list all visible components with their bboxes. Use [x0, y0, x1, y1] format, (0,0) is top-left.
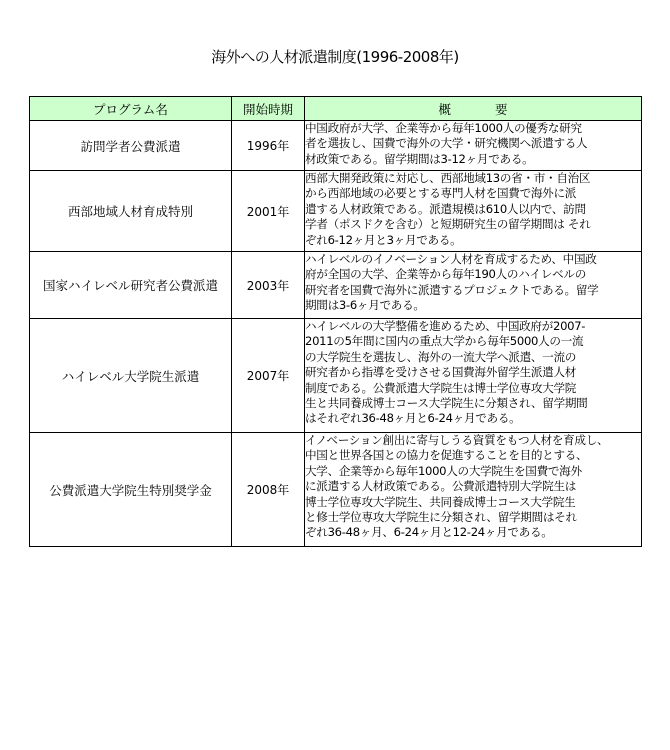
- table-row: [30, 121, 642, 171]
- header-overview-part1: 概: [438, 101, 451, 117]
- program-overview: [305, 121, 642, 171]
- overview-line: と修士学位専攻大学院生に分類され、留学期間はそれ: [305, 510, 577, 525]
- overview-line: 府が全国の大学、企業等から毎年190人のハイレベルの: [305, 267, 586, 282]
- program-name: 訪問学者公費派遣: [30, 121, 232, 171]
- program-name: 公費派遣大学院生特別奨学金: [30, 433, 232, 547]
- overview-line: 生と共同養成博士コース大学院生に分類され、留学期間: [305, 396, 588, 411]
- table-row: [30, 433, 642, 547]
- overview-line: 中国と世界各国との協力を促進することを目的とする、: [305, 448, 588, 463]
- program-overview: [305, 319, 642, 433]
- header-overview: [305, 97, 642, 121]
- overview-line: に派遣する人材政策である。公費派遣特別大学院生は: [305, 479, 577, 494]
- program-overview: [305, 252, 642, 319]
- overview-line: 材政策である。留学期間は3-12ヶ月である。: [305, 151, 534, 166]
- header-start-date: 開始時期: [232, 97, 305, 121]
- table-header-row: [30, 97, 642, 121]
- overview-line: 研究者を国費で海外に派遣するプロジェクトである。留学: [305, 282, 599, 297]
- program-name: 西部地域人材育成特別: [30, 171, 232, 252]
- table-row: [30, 171, 642, 252]
- start-year: 2001年: [232, 171, 305, 252]
- overview-line: 制度である。公費派遣大学院生は博士学位専攻大学院: [305, 380, 577, 395]
- overview-line: 者を選抜し、国費で海外の大学・研究機関へ派遣する人: [305, 136, 588, 151]
- overview-line: イノベーション創出に寄与しうる資質をもつ人材を育成し、: [305, 433, 609, 447]
- page-title: 海外への人材派遣制度(1996-2008年): [211, 48, 459, 66]
- overview-line: 西部大開発政策に対応し、西部地域13の省・市・自治区: [305, 171, 591, 185]
- overview-line: ぞれ36-48ヶ月、6-24ヶ月と12-24ヶ月である。: [305, 525, 553, 540]
- overview-line: 大学、企業等から毎年1000人の大学院生を国費で海外: [305, 463, 582, 478]
- overview-line: から西部地域の必要とする専門人材を国費で海外に派: [305, 186, 577, 201]
- header-overview-part2: 要: [495, 101, 508, 117]
- start-year: 1996年: [232, 121, 305, 171]
- overview-line: 博士学位専攻大学院生、共同養成博士コース大学院生: [305, 494, 576, 509]
- start-year: 2008年: [232, 433, 305, 547]
- overview-line: 学者（ポスドクを含む）と短期研究生の留学期間は それ: [305, 217, 591, 232]
- program-overview: [305, 433, 642, 547]
- start-year: 2007年: [232, 319, 305, 433]
- program-overview: [305, 171, 642, 252]
- overview-line: 中国政府が大学、企業等から毎年1000人の優秀な研究: [305, 121, 582, 135]
- header-program-name: プログラム名: [30, 97, 232, 121]
- program-name: 国家ハイレベル研究者公費派遣: [30, 252, 232, 319]
- overview-line: の大学院生を選抜し、海外の一流大学へ派遣、一流の: [305, 349, 577, 364]
- overview-line: ハイレベルの大学整備を進めるため、中国政府が2007-: [305, 319, 586, 333]
- overview-line: ぞれ6-12ヶ月と3ヶ月である。: [305, 232, 462, 247]
- overview-line: 期間は3-6ヶ月である。: [305, 298, 425, 313]
- program-name: ハイレベル大学院生派遣: [30, 319, 232, 433]
- overview-line: 2011の5年間に国内の重点大学から毎年5000人の一流: [305, 334, 584, 349]
- start-year: 2003年: [232, 252, 305, 319]
- table-row: [30, 252, 642, 319]
- overview-line: 研究者から指導を受けさせる国費海外留学生派遣人材: [305, 365, 577, 380]
- programs-table: [29, 96, 642, 547]
- overview-line: 遣する人材政策である。派遣規模は610人以内で、訪問: [305, 201, 586, 216]
- table-row: [30, 319, 642, 433]
- overview-line: ハイレベルのイノベーション人材を育成するため、中国政: [305, 252, 597, 266]
- overview-line: はそれぞれ36-48ヶ月と6-24ヶ月である。: [305, 411, 521, 426]
